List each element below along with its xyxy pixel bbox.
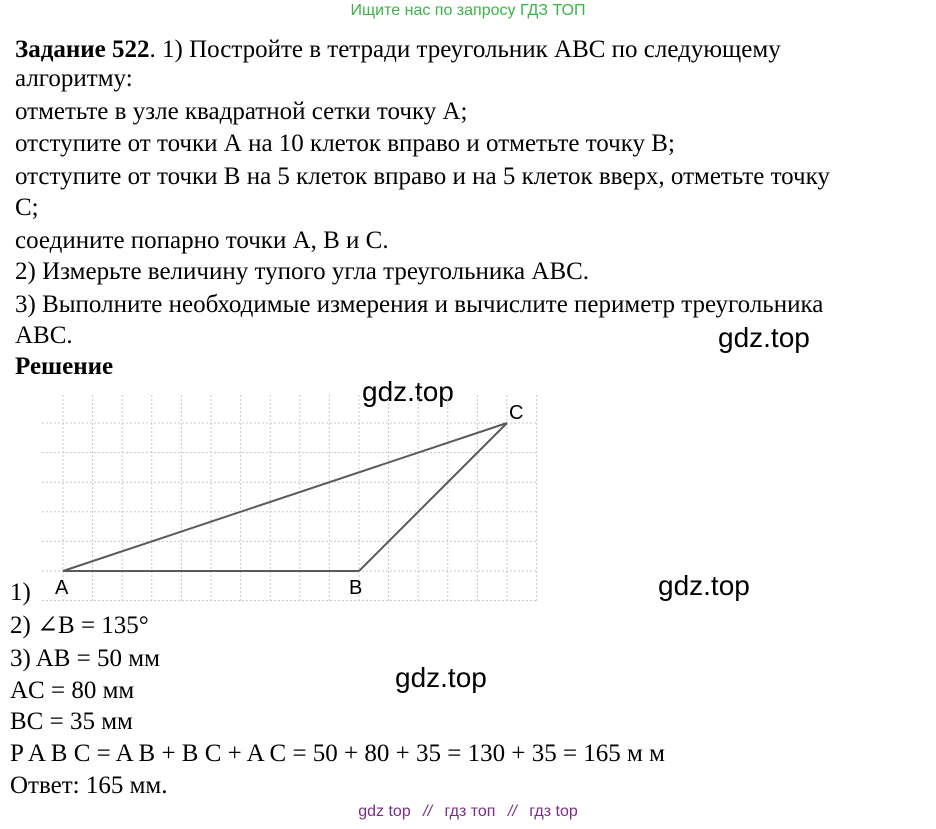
solution-heading: Решение — [15, 353, 114, 380]
side-ac — [63, 423, 507, 571]
solution-bc: BC = 35 мм — [10, 708, 133, 735]
footer-link-gdz-top-mixed[interactable]: гдз top — [529, 803, 578, 820]
footer-separator: // — [507, 803, 517, 820]
footer-separator: // — [423, 803, 433, 820]
triangle-abc — [63, 423, 507, 571]
solution-perimeter: P A B C = A B + B C + A C = 50 + 80 + 35 = 130 + 35 = 165 м м — [10, 740, 665, 767]
search-banner: Ищите нас по запросу ГДЗ ТОП — [350, 2, 586, 19]
watermark: gdz.top — [362, 376, 454, 407]
solution-ac: AC = 80 мм — [10, 677, 135, 704]
solution-item-1: 1) — [10, 579, 31, 606]
side-bc — [359, 423, 507, 571]
footer-links — [0, 803, 936, 821]
task-title: Задание 522 — [15, 36, 150, 63]
task-line-6: С; — [15, 194, 39, 221]
watermark: gdz.top — [658, 570, 750, 601]
task-line-3: отметьте в узле квадратной сетки точку А; — [15, 98, 468, 125]
task-line-8: 2) Измерьте величину тупого угла треугольника АВС. — [15, 258, 590, 285]
footer-link-gdz-top[interactable]: gdz top — [358, 803, 411, 820]
watermark: gdz.top — [718, 322, 810, 353]
task-line-1-rest: . 1) Постройте в тетради треугольник АВС по следующему — [149, 36, 781, 63]
task-line-2: алгоритму: — [15, 65, 133, 92]
point-c-label: C — [509, 402, 524, 424]
footer-link-gdz-top-ru[interactable]: гдз топ — [444, 803, 496, 820]
task-line-7: соедините попарно точки А, В и С. — [15, 227, 389, 254]
task-line-10: АВС. — [15, 322, 73, 349]
point-b-label: B — [349, 577, 363, 599]
watermark: gdz.top — [395, 662, 487, 693]
task-line-9: 3) Выполните необходимые измерения и вычислите периметр треугольника — [15, 291, 824, 318]
solution-item-2: 2) ∠B = 135° — [10, 612, 149, 639]
task-line-5: отступите от точки В на 5 клеток вправо и на 5 клеток вверх, отметьте точку — [15, 163, 830, 190]
solution-answer: Ответ: 165 мм. — [10, 772, 168, 799]
point-a-label: A — [55, 577, 69, 599]
task-line-4: отступите от точки А на 10 клеток вправо и отметьте точку В; — [15, 130, 675, 157]
solution-item-3: 3) AB = 50 мм — [10, 645, 160, 672]
